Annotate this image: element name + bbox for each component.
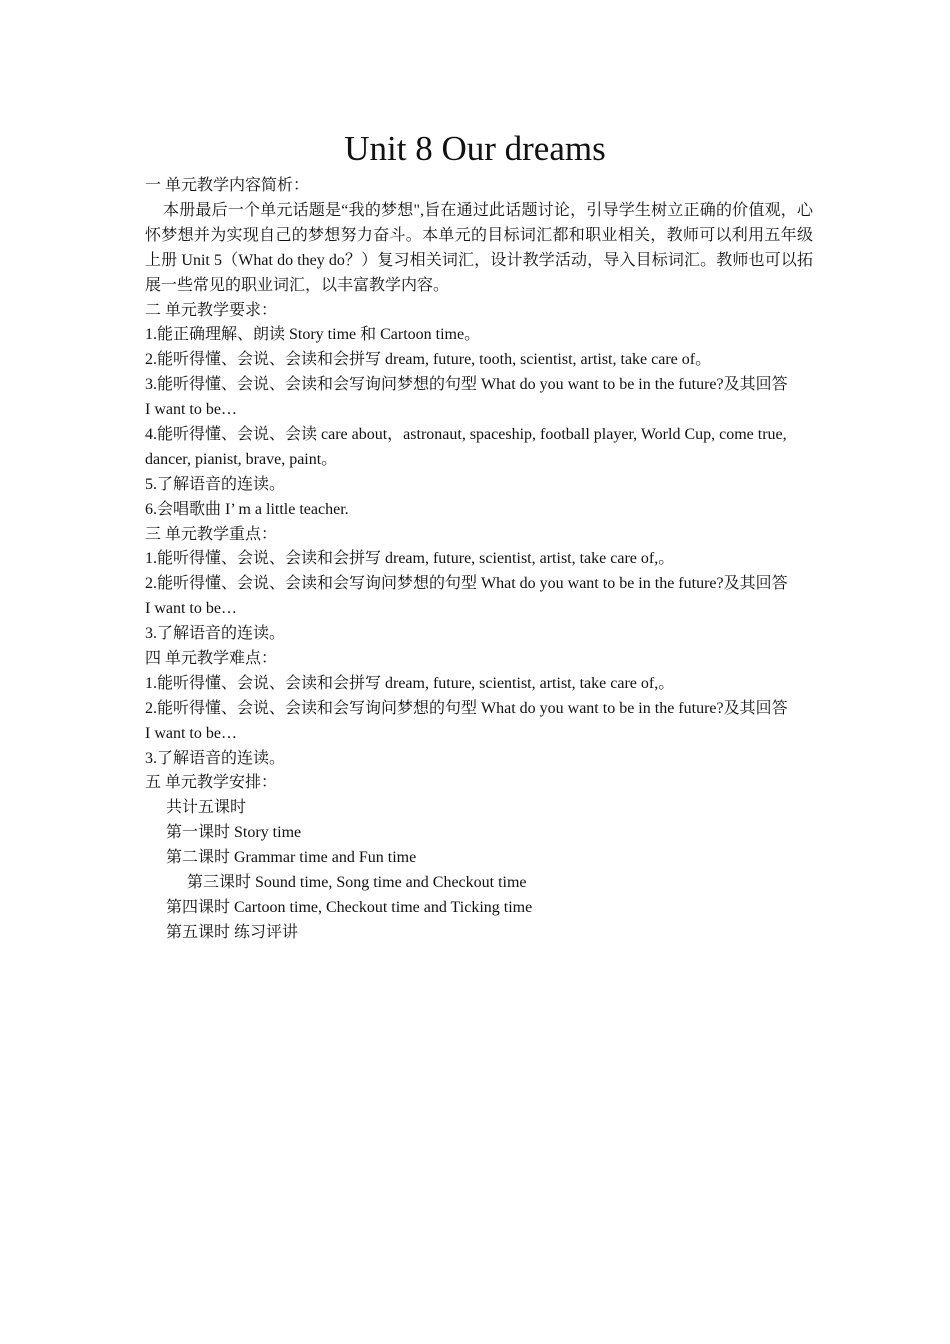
section-heading-schedule: 五 单元教学安排： xyxy=(145,774,278,792)
overview-paragraph: 本册最后一个单元话题是“我的梦想",旨在通过此话题讨论，引导学生树立正确的价值观，心怀梦想并为实现自己的梦想努力奋斗。本单元的目标词汇都和职业相关，教师可以利用五年级上册 Unit 5（What do they do？）复习相关词汇，设计教学活动，导入目标词汇。教师也可以拓展一些常见的职业词汇，以丰富教学内容。 xyxy=(145,201,813,294)
requirement-item-6: 6.会唱歌曲 I’ m a little teacher. xyxy=(145,500,349,518)
requirement-item-2: 2.能听得懂、会说、会读和会拼写 dream, future, tooth, scientist, artist, take care of。 xyxy=(145,351,712,369)
schedule-lesson-2: 第二课时 Grammar time and Fun time xyxy=(166,849,417,867)
schedule-lesson-1: 第一课时 Story time xyxy=(166,824,302,842)
key-point-item-3: 3.了解语音的连读。 xyxy=(145,625,286,643)
requirement-item-5: 5.了解语音的连读。 xyxy=(145,475,286,493)
document-body xyxy=(145,174,813,946)
key-point-item-1: 1.能听得懂、会说、会读和会拼写 dream, future, scientist, artist, take care of,。 xyxy=(145,550,675,568)
requirement-item-1: 1.能正确理解、朗读 Story time 和 Cartoon time。 xyxy=(145,326,481,344)
document-title: Unit 8 Our dreams xyxy=(344,129,606,168)
section-heading-difficulties: 四 单元教学难点： xyxy=(145,649,278,667)
requirement-item-4-cont: dancer, pianist, brave, paint。 xyxy=(145,450,338,468)
section-heading-overview: 一 单元教学内容简析： xyxy=(145,177,310,194)
requirement-item-3: 3.能听得懂、会说、会读和会写询问梦想的句型 What do you want to be in the future?及其回答 xyxy=(145,376,788,394)
difficulty-item-2-cont: I want to be… xyxy=(145,724,237,742)
requirement-item-3-cont: I want to be… xyxy=(145,401,237,419)
key-point-item-2-cont: I want to be… xyxy=(145,600,237,618)
schedule-lesson-4: 第四课时 Cartoon time, Checkout time and Ticking time xyxy=(166,898,533,916)
difficulty-item-1: 1.能听得懂、会说、会读和会拼写 dream, future, scientist, artist, take care of,。 xyxy=(145,674,675,692)
difficulty-item-2: 2.能听得懂、会说、会读和会写询问梦想的句型 What do you want to be in the future?及其回答 xyxy=(145,699,788,717)
schedule-lesson-3: 第三课时 Sound time, Song time and Checkout time xyxy=(187,874,527,891)
section-heading-key-points: 三 单元教学重点： xyxy=(145,525,278,543)
section-heading-requirements: 二 单元教学要求： xyxy=(145,301,278,319)
schedule-lesson-5: 第五课时 练习评讲 xyxy=(166,923,299,941)
requirement-item-4: 4.能听得懂、会说、会读 care about，astronaut, spaceship, football player, World Cup, come true, xyxy=(145,425,787,443)
key-point-item-2: 2.能听得懂、会说、会读和会写询问梦想的句型 What do you want to be in the future?及其回答 xyxy=(145,575,788,593)
schedule-total: 共计五课时 xyxy=(166,799,247,817)
difficulty-item-3: 3.了解语音的连读。 xyxy=(145,749,286,767)
